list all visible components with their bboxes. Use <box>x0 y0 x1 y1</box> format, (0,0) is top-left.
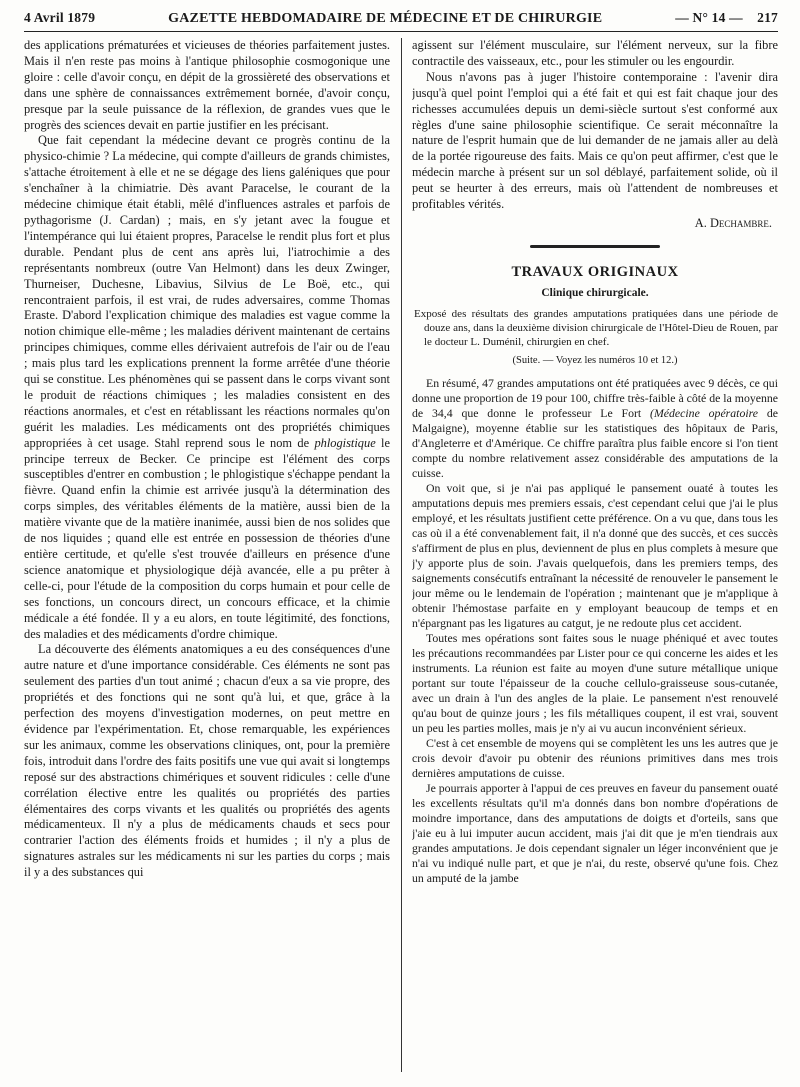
continuation-note: (Suite. — Voyez les numéros 10 et 12.) <box>512 354 678 366</box>
right-column <box>412 38 778 1078</box>
paragraph: C'est à cet ensemble de moyens qui se complètent les uns les autres que je crois devoir d'avoir pu obtenir des réunions primitives dans mes trois dernières amputations de cuisse. <box>412 735 778 780</box>
paragraph: Je pourrais apporter à l'appui de ces preuves en faveur du pansement ouaté les excellents résultats qu'il m'a donnés dans bon nombre d'opérations de moindre importance, dans des amputations de doigts et d'orteils, sans que j'aie eu à lui imputer aucun accident, mais j'ai dit que je m'en tiendrais aux grandes amputations. Je dois cependant signaler un léger inconvénient que je n'ai vu indiqué nulle part, et que je n'ai, du reste, observé qu'une fois. Chez un amputé de la jambe <box>412 780 778 885</box>
issue-and-page <box>675 10 778 26</box>
section-subtitle: Clinique chirurgicale. <box>541 286 649 299</box>
paragraph: La découverte des éléments anatomiques a eu des conséquences d'une autre nature et d'une importance considérable. Ces éléments ne sont pas seulement des parties d'un tout animé ; chacun d'eux a sa vie propre, des propriétés et des fonctions qui ne sont qu'à lui, et que, grâce à la perfection des moyens d'investigation modernes, on peut mettre en évidence par l'expérimentation. Et, chose remarquable, les expériences sur les animaux, comme les observations cliniques, ont, pour la première fois, introduit dans l'ordre des faits positifs une vue qui avait si longtemps reposé sur des abstractions chimériques et souvent ridicules : celle d'une corrélation élective entre les qualités ou propriétés des parties élémentaires des corps vivants et les qualités ou propriétés des agents médicamenteux. Il n'y a plus de médicaments chauds et secs pour contrarier l'action des éléments froids et humides ; il n'y a plus de signatures astrales sur les médicaments ni sur les parties du corps ; mais il y a des substances qui <box>24 642 390 880</box>
section-separator <box>530 245 660 248</box>
journal-title: GAZETTE HEBDOMADAIRE DE MÉDECINE ET DE CHIRURGIE <box>168 11 603 26</box>
paragraph: Toutes mes opérations sont faites sous le nuage phéniqué et avec toutes les précautions recommandées par Lister pour ce qui concerne les aides et les instruments. La réunion est faite au moyen d'une suture métallique unique portant sur toute l'épaisseur de la couche cellulo-graisseuse sous-cutanée, avec un drain à l'un des angles de la plaie. Le pansement n'est renouvelé qu'au bout de quinze jours ; les fils métalliques coupent, il est vrai, souvent un peu les parties molles, mais je n'y ai vu aucun inconvénient sérieux. <box>412 630 778 735</box>
article-title: Exposé des résultats des grandes amputations pratiquées dans une période de douze ans, dans la deuxième division chirurgicale de l'Hôtel-Dieu de Rouen, par le docteur L. Duménil, chirurgien en chef. <box>414 307 778 348</box>
two-column-body <box>24 38 778 1078</box>
paragraph: Que fait cependant la médecine devant ce progrès continu de la physico-chimie ? La médecine, qui compte d'ailleurs de grands chimistes, s'attache étroitement à elle et ne se dégage des liens galéniques que pour s'enchaîner à la chimiatrie. Dès avant Paracelse, le courant de la médecine chimique était établi, mêlé d'influences astrales et parfois de pythagorisme (J. Cardan) ; mais, en s'y jetant avec la fougue et l'intempérance qui lui étaient propres, Paracelse le rendit plus fort et plus durable. Pendant plus de cent ans après lui, l'iatrochimie a des représentants nombreux (outre Van Helmont) dans les deux Zwinger, Thurneiser, Duchesne, Libavius, Silvius de Le Boë, etc., qui rencontraient parfois, il est vrai, de rudes adversaires, comme Thomas Eraste. D'abord l'explication chimique des maladies est vague comme la notion chimique elle-même ; les maladies dérivent maintenant de certains principes chimiques, comme elles dérivaient autrefois de l'air ou de l'eau ; mais plus tard les explications prennent la forme arrêtée d'une théorie qui se constitue. Les phénomènes qui se passent dans le corps vivant sont le produit de réactions chimiques ; les maladies consistent en des réactions anormales, et c'est en rétablissant les réactions normales qu'on guérit les maladies. Les médicaments ont des propriétés chimiques appropriées à cet usage. Stahl reprend sous le nom de phlogistique le principe terreux de Becker. Ce principe est l'élément des corps susceptibles d'entrer en combustion ; le phlogistique s'échappe pendant la fièvre. Quand enfin la chimie est arrivée jusqu'à la détermination des corps simples, des véritables éléments de la matière, aussi bien de la matière vivante que de la matière inanimée, aussi bien de nos solides que de nos liquides ; quand elle est entrée en possession de théories d'une entière certitude, et qu'elle s'est trouvée d'ailleurs en présence d'une science anatomique et physiologique déjà avancée, elle a pu prêter à celle-ci, pour l'étude de la composition du corps humain et pour celle de ses fonctions, un concours direct, un concours efficace, et la chimie médicale a été fondée. Il y a eu alors, en toute légitimité, des fonctions, des maladies et des médicaments d'ordre chimique. <box>24 133 390 641</box>
paragraph: Nous n'avons pas à juger l'histoire contemporaine : l'avenir dira jusqu'à quel point l'emploi qui a été fait et qui est fait chaque jour des richesses accumulées depuis un demi-siècle surtout s'est conformé aux règles d'une saine philosophie scientifique. Ce serait méconnaître la nature de l'esprit humain que de lui demander de ne jamais aller au delà de la portée rigoureuse des faits. Mais ce qu'on peut affirmer, c'est que le médecin marche à présent sur un sol déblayé, parfaitement solide, où il peut se heurter à des erreurs, mais où l'attendent de nombreuses et profitables vérités. <box>412 69 778 212</box>
left-column <box>24 38 390 1078</box>
paragraph: des applications prématurées et vicieuses de théories parfaitement justes. Mais il n'en reste pas moins à l'antique philosophie cosmogonique une gloire : celle d'avoir conçu, en dépit de la grossièreté des observations et dans une sphère de connaissances extrêmement bornée, d'avoir conçu, presque par la seule puissance de la réflexion, de grandes vues que le progrès des sciences devait en partie justifier en les précisant. <box>24 38 390 132</box>
issue-number: — N° 14 — <box>675 10 743 25</box>
paragraph: On voit que, si je n'ai pas appliqué le pansement ouaté à toutes les amputations depuis mes premiers essais, c'est cependant celui que j'ai le plus employé, et les résultats justifient cette préférence. On a vu que, dans tous les cas où il a été convenablement fait, il n'a donné que des succès, et ces succès s'affirment de plus en plus, deviennent de plus en plus complets à mesure que j'y apporte plus de soin. J'avais quelquefois, dans les premiers temps, des saignements consécutifs entraînant la nécessité de renouveler le pansement le jour même ou le lendemain de l'opération ; maintenant que je m'applique à obtenir l'hémostase parfaite en y employant beaucoup de temps et en n'épargnant pas les ligatures au catgut, je ne redoute plus cet accident. <box>412 480 778 630</box>
paragraph: agissent sur l'élément musculaire, sur l'élément nerveux, sur la fibre contractile des vaisseaux, etc., pour les stimuler ou les engourdir. <box>412 38 778 68</box>
column-divider <box>401 38 402 1072</box>
issue-date: 4 Avril 1879 <box>24 10 96 25</box>
section-title: TRAVAUX ORIGINAUX <box>511 263 679 280</box>
page-header <box>24 10 778 32</box>
paragraph: En résumé, 47 grandes amputations ont été pratiquées avec 9 décès, ce qui donne une proportion de 19 pour 100, chiffre très-faible à côté de la moyenne de 34,4 que donne le professeur Le Fort (Médecine opératoire de Malgaigne), moyenne établie sur les statistiques des hôpitaux de Paris, d'Angleterre et d'Amérique. Ce chiffre paraîtra plus faible encore si l'on tient compte du nombre relativement assez considérable des amputations de la cuisse. <box>412 375 778 480</box>
author-signature: A. Dechambre. <box>694 215 772 230</box>
page-number: 217 <box>757 10 778 25</box>
